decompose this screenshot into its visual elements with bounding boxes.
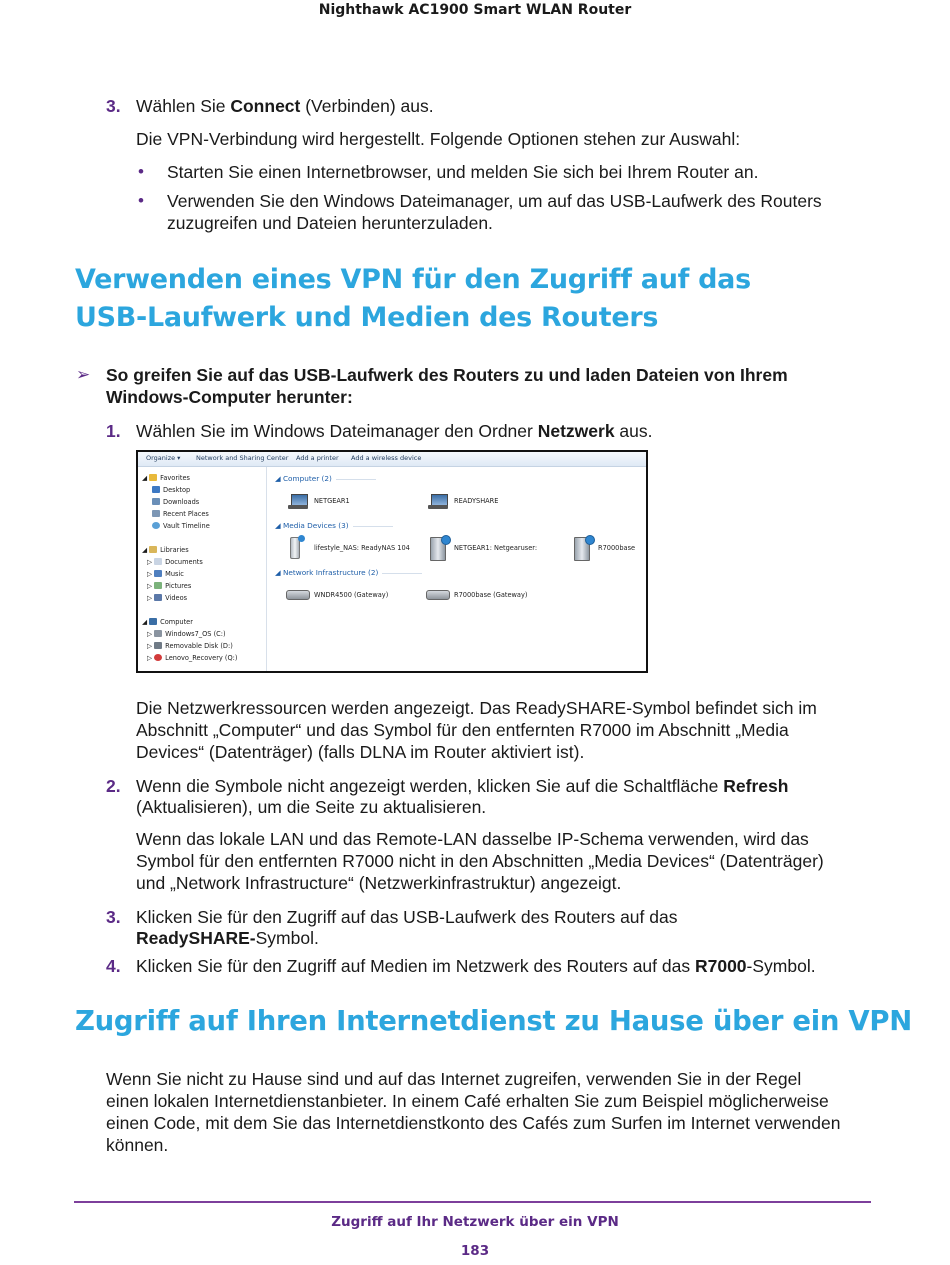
section-paragraph-cont: einen lokalen Internetdienstanbieter. In einem Café erhalten Sie zum Beispiel möglicherweise [106,1091,829,1111]
nas-icon [290,537,300,559]
recent-places-icon [152,510,160,517]
nav-label: Windows7_OS (C:) [165,630,226,638]
task-arrow-icon: ➢ [76,365,91,384]
monitor-icon [428,494,448,509]
media-item-r7000[interactable]: R7000base [598,544,636,552]
step-text [136,95,434,117]
section-heading: Verwenden eines VPN für den Zugriff auf das [75,264,751,295]
nav-item[interactable]: ▷ Documents [147,558,203,566]
media-item[interactable]: lifestyle_NAS: ReadyNAS 104 [314,544,410,552]
step-text-bold: Refresh [723,776,789,796]
nav-item[interactable] [152,522,210,530]
section-paragraph-cont: können. [106,1135,169,1155]
step-text: Klicken Sie für den Zugriff auf das USB-Laufwerk des Routers auf das [136,907,678,927]
step-number: 4. [106,956,121,976]
nav-item[interactable]: ▷ Pictures [147,582,192,590]
media-server-icon [430,537,446,561]
step-paragraph: Die VPN-Verbindung wird hergestellt. Folgende Optionen stehen zur Auswahl: [136,129,741,149]
group-divider [336,479,376,480]
nav-item[interactable]: ▷ Videos [147,594,188,602]
media-server-icon [574,537,590,561]
group-label: Network Infrastructure (2) [282,568,379,577]
toolbar-organize[interactable]: Organize ▾ [146,454,181,462]
network-item[interactable]: NETGEAR1 [314,497,350,505]
step-number: 3. [106,907,121,927]
navigation-pane [138,467,267,671]
step-text [136,775,788,797]
step-text-bold: R7000 [694,956,747,976]
library-icon [149,546,157,553]
step-number: 2. [106,776,121,796]
nav-label: Downloads [163,498,200,506]
section-paragraph: Wenn Sie nicht zu Hause sind und auf das Internet zugreifen, verwenden Sie in der Regel [106,1069,802,1089]
computer-icon [149,618,157,625]
explorer-toolbar [138,452,646,467]
page-number: 183 [460,1243,490,1259]
group-label: Media Devices (3) [282,521,349,530]
documents-icon [154,558,162,565]
toolbar-add-printer[interactable]: Add a printer [296,454,339,462]
step-text-post: (Verbinden) aus. [300,96,434,116]
group-divider [353,526,393,527]
step-text-post: Symbol. [255,928,319,948]
router-icon [286,590,310,600]
bullet-text-cont: zuzugreifen und Dateien herunterzuladen. [167,213,493,233]
vault-icon [152,522,160,529]
pictures-icon [154,582,162,589]
group-divider [382,573,422,574]
removable-disk-icon [154,642,162,649]
step-text-bold: Netzwerk [537,421,615,441]
task-heading-cont: Windows-Computer herunter: [106,387,353,407]
nav-label: Removable Disk (D:) [165,642,233,650]
nav-item[interactable]: ▷ Removable Disk (D:) [147,642,233,650]
music-icon [154,570,162,577]
step-text-bold: ReadySHARE- [136,928,256,948]
step-text-pre: Klicken Sie für den Zugriff auf Medien im Netzwerk des Routers auf das [136,956,695,976]
infra-item[interactable]: WNDR4500 (Gateway) [314,591,389,599]
nav-item[interactable]: ▷ Music [147,570,184,578]
group-computer[interactable]: ◢ Computer (2) [275,474,376,483]
result-text-cont: Abschnitt „Computer“ und das Symbol für den entfernten R7000 im Abschnitt „Media [136,720,789,740]
nav-label: Documents [165,558,203,566]
result-text-cont: Devices“ (Datenträger) (falls DLNA im Router aktiviert ist). [136,742,585,762]
bullet-text: Starten Sie einen Internetbrowser, und melden Sie sich bei Ihrem Router an. [167,162,759,182]
network-item-readyshare[interactable]: READYSHARE [454,497,499,505]
toolbar-network-sharing[interactable]: Network and Sharing Center [196,454,289,462]
nav-computer[interactable]: ◢ Computer [142,618,193,626]
nav-favorites[interactable]: ◢ Favorites [142,474,190,482]
bullet-symbol: • [138,162,144,181]
step-text-post: aus. [614,421,653,441]
router-icon [426,590,450,600]
nav-label: Desktop [163,486,191,494]
task-heading: So greifen Sie auf das USB-Laufwerk des Routers zu und laden Dateien von Ihrem [106,365,788,385]
step-paragraph: Wenn das lokale LAN und das Remote-LAN dasselbe IP-Schema verwenden, wird das [136,829,809,849]
step-text-bold: Connect [230,96,301,116]
star-icon [149,474,157,481]
section-heading: Zugriff auf Ihren Internetdienst zu Hause über ein VPN [75,1005,912,1037]
group-media-devices[interactable]: ◢ Media Devices (3) [275,521,393,530]
step-text-post: -Symbol. [746,956,816,976]
step-text-pre: Wählen Sie im Windows Dateimanager den Ordner [136,421,538,441]
section-paragraph-cont: einen Code, mit dem Sie das Internetdienstkonto des Cafés zum Surfen im Internet verwenden [106,1113,841,1133]
nav-label: Favorites [160,474,190,482]
videos-icon [154,594,162,601]
bullet-text: Verwenden Sie den Windows Dateimanager, um auf das USB-Laufwerk des Routers [167,191,822,211]
section-heading-cont: USB-Laufwerk und Medien des Routers [75,302,659,333]
group-label: Computer (2) [282,474,332,483]
toolbar-add-wireless[interactable]: Add a wireless device [351,454,422,462]
nav-label: Lenovo_Recovery (Q:) [165,654,238,662]
step-text-cont: (Aktualisieren), um die Seite zu aktualisieren. [136,797,487,817]
footer-divider [74,1201,871,1203]
nav-label: Computer [160,618,193,626]
step-text-pre: Wählen Sie [136,96,231,116]
bullet-symbol: • [138,191,144,210]
nav-item[interactable]: ▷ Lenovo_Recovery (Q:) [147,654,238,662]
downloads-icon [152,498,160,505]
step-paragraph-cont: Symbol für den entfernten R7000 nicht in den Abschnitten „Media Devices“ (Datenträger) [136,851,824,871]
desktop-icon [152,486,160,493]
step-text-pre: Wenn die Symbole nicht angezeigt werden, klicken Sie auf die Schaltfläche [136,776,724,796]
nav-label: Vault Timeline [163,522,210,530]
explorer-screenshot [136,450,648,673]
step-number: 1. [106,421,121,441]
nav-item[interactable] [152,510,209,518]
step-text [136,955,816,977]
nav-label: Music [165,570,184,578]
nav-label: Videos [165,594,188,602]
recovery-icon [154,654,162,661]
step-number: 3. [106,96,121,116]
nav-libraries[interactable]: ◢ Libraries [142,546,189,554]
nav-label: Recent Places [163,510,209,518]
step-text [136,420,653,442]
nav-item[interactable]: ▷ Windows7_OS (C:) [147,630,226,638]
nav-item[interactable] [152,486,190,494]
result-text: Die Netzwerkressourcen werden angezeigt. Das ReadySHARE-Symbol befindet sich im [136,698,817,718]
group-network-infrastructure[interactable]: ◢ Network Infrastructure (2) [275,568,422,577]
step-text-cont [136,927,319,949]
drive-icon [154,630,162,637]
footer-chapter: Zugriff auf Ihr Netzwerk über ein VPN [331,1214,619,1230]
infra-item[interactable]: R7000base (Gateway) [454,591,528,599]
nav-label: Libraries [160,546,189,554]
media-item[interactable]: NETGEAR1: Netgearuser: [454,544,538,552]
nav-item[interactable] [152,498,199,506]
step-paragraph-cont: und „Network Infrastructure“ (Netzwerkinfrastruktur) angezeigt. [136,873,622,893]
monitor-icon [288,494,308,509]
nav-label: Pictures [165,582,192,590]
running-header: Nighthawk AC1900 Smart WLAN Router [318,2,632,18]
